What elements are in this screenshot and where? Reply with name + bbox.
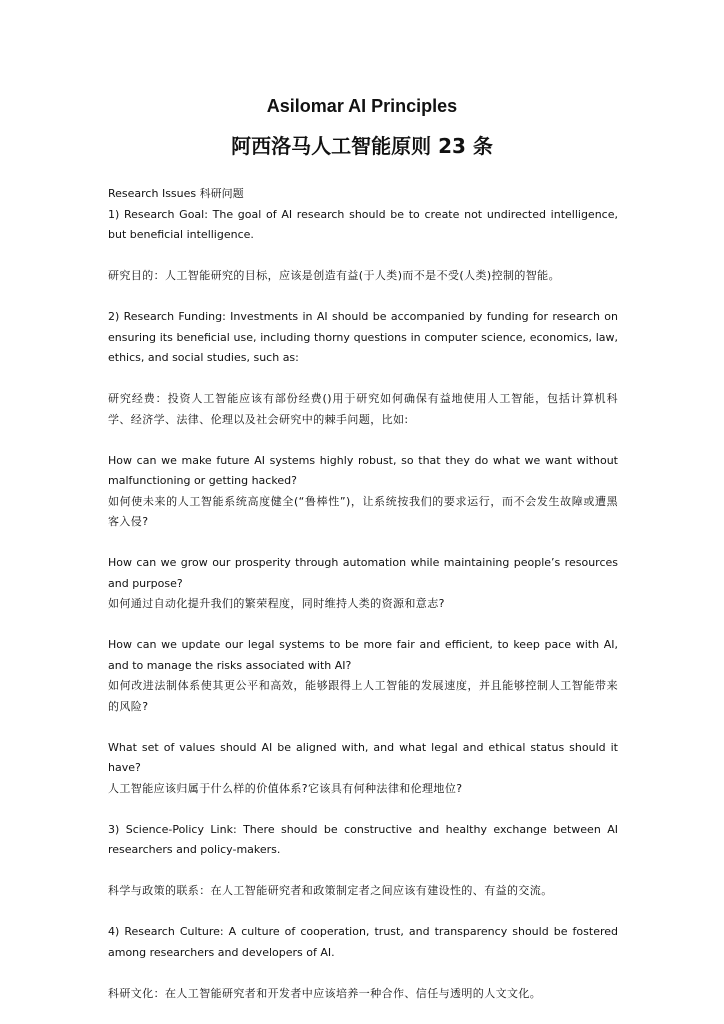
research-funding-zh: 研究经费：投资人工智能应该有部份经费()用于研究如何确保有益地使用人工智能，包括计算机科学、经济学、法律、伦理以及社会研究中的棘手问题，比如: (108, 392, 618, 426)
research-culture-zh: 科研文化：在人工智能研究者和开发者中应该培养一种合作、信任与透明的人文文化。 (108, 986, 542, 1000)
question-legal-en: How can we update our legal systems to be more fair and efficient, to keep pace with AI, and to manage the risks associated with AI? (108, 638, 618, 672)
question-values-zh: 人工智能应该归属于什么样的价值体系?它该具有何种法律和伦理地位? (108, 781, 463, 795)
science-policy-zh: 科学与政策的联系：在人工智能研究者和政策制定者之间应该有建设性的、有益的交流。 (108, 884, 553, 897)
title-chinese: 阿西洛马人工智能原则 23 条 (231, 134, 493, 158)
research-funding-en: 2) Research Funding: Investments in AI should be accompanied by funding for research on ensuring its beneficial use, including thorny questions in computer science, economics, law, ethics, and social studies, such as: (108, 310, 618, 364)
document-body (108, 184, 618, 1004)
question-legal-zh: 如何改进法制体系使其更公平和高效，能够跟得上人工智能的发展速度，并且能够控制人工智能带来的风险? (108, 679, 618, 713)
question-robust-zh: 如何使未来的人工智能系统高度健全(“鲁棒性”)，让系统按我们的要求运行，而不会发生故障或遭黑客入侵? (108, 494, 618, 528)
research-goal-en: 1) Research Goal: The goal of AI research should be to create not undirected intelligence, but beneficial intelligence. (108, 207, 618, 241)
question-robust-en: How can we make future AI systems highly robust, so that they do what we want without malfunctioning or getting hacked? (108, 453, 618, 487)
question-prosperity-zh: 如何通过自动化提升我们的繁荣程度，同时维持人类的资源和意志? (108, 597, 445, 610)
question-prosperity-en: How can we grow our prosperity through automation while maintaining people’s resources and purpose? (108, 556, 618, 590)
science-policy-en: 3) Science-Policy Link: There should be constructive and healthy exchange between AI researchers and policy-makers. (108, 822, 618, 856)
question-values-en: What set of values should AI be aligned with, and what legal and ethical status should it have? (108, 740, 618, 774)
research-goal-zh: 研究目的：人工智能研究的目标，应该是创造有益(于人类)而不是不受(人类)控制的智能。 (108, 269, 560, 282)
section-heading: Research Issues 科研问题 (108, 187, 244, 200)
title-english: Asilomar AI Principles (266, 96, 458, 116)
research-culture-en: 4) Research Culture: A culture of cooperation, trust, and transparency should be fostered among researchers and developers of AI. (108, 925, 618, 959)
